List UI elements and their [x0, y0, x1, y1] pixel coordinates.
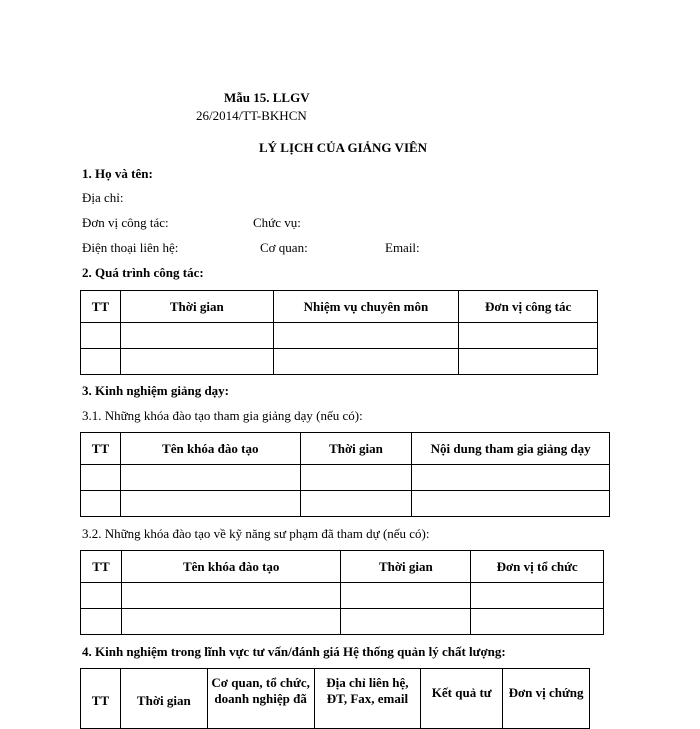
table-row [81, 583, 604, 609]
column-header: Kết quả tư [421, 669, 503, 729]
column-header: Địa chỉ liên hệ, ĐT, Fax, email [314, 669, 421, 729]
section-1-heading: 1. Họ và tên: [82, 166, 153, 181]
section-2-heading: 2. Quá trình công tác: [82, 265, 204, 280]
column-header: Nội dung tham gia giảng dạy [412, 433, 610, 465]
work-history-table [80, 290, 598, 375]
section-3-2-heading: 3.2. Những khóa đào tạo về kỹ năng sư phạm đã tham dự (nếu có): [82, 526, 430, 541]
form-code: Mẫu 15. LLGV [224, 90, 310, 105]
teaching-courses-table [80, 432, 610, 517]
column-header: Đơn vị công tác [459, 291, 598, 323]
column-header: Tên khóa đào tạo [121, 551, 341, 583]
column-header: Thời gian [120, 669, 207, 729]
position-label: Chức vụ: [253, 215, 301, 230]
section-3-heading: 3. Kinh nghiệm giảng dạy: [82, 383, 230, 398]
address-label: Địa chỉ: [82, 190, 124, 205]
table-row [81, 349, 598, 375]
column-header: TT [81, 433, 121, 465]
work-unit-label: Đơn vị công tác: [82, 215, 169, 230]
column-header: Đơn vị tổ chức [471, 551, 604, 583]
column-header: Thời gian [120, 291, 273, 323]
section-3-1-heading: 3.1. Những khóa đào tạo tham gia giảng dạy (nếu có): [82, 408, 363, 423]
column-header: Tên khóa đào tạo [120, 433, 300, 465]
phone-label: Điện thoại liên hệ: [82, 240, 179, 255]
column-header: Cơ quan, tổ chức, doanh nghiệp đã [207, 669, 314, 729]
table-row [81, 323, 598, 349]
column-header: TT [81, 669, 121, 729]
table-row [81, 491, 610, 517]
table-row [81, 609, 604, 635]
column-header: TT [81, 291, 121, 323]
column-header: Thời gian [341, 551, 471, 583]
email-label: Email: [385, 240, 420, 255]
pedagogy-courses-table [80, 550, 604, 635]
document-reference: 26/2014/TT-BKHCN [196, 108, 307, 123]
table-row [81, 465, 610, 491]
column-header: Nhiệm vụ chuyên môn [273, 291, 459, 323]
column-header: Đơn vị chứng [503, 669, 590, 729]
consulting-experience-table [80, 668, 590, 729]
office-label: Cơ quan: [260, 240, 308, 255]
section-4-heading: 4. Kinh nghiệm trong lĩnh vực tư vấn/đánh giá Hệ thống quản lý chất lượng: [82, 644, 506, 659]
column-header: TT [81, 551, 122, 583]
page-title: LÝ LỊCH CỦA GIẢNG VIÊN [259, 140, 428, 155]
column-header: Thời gian [300, 433, 412, 465]
